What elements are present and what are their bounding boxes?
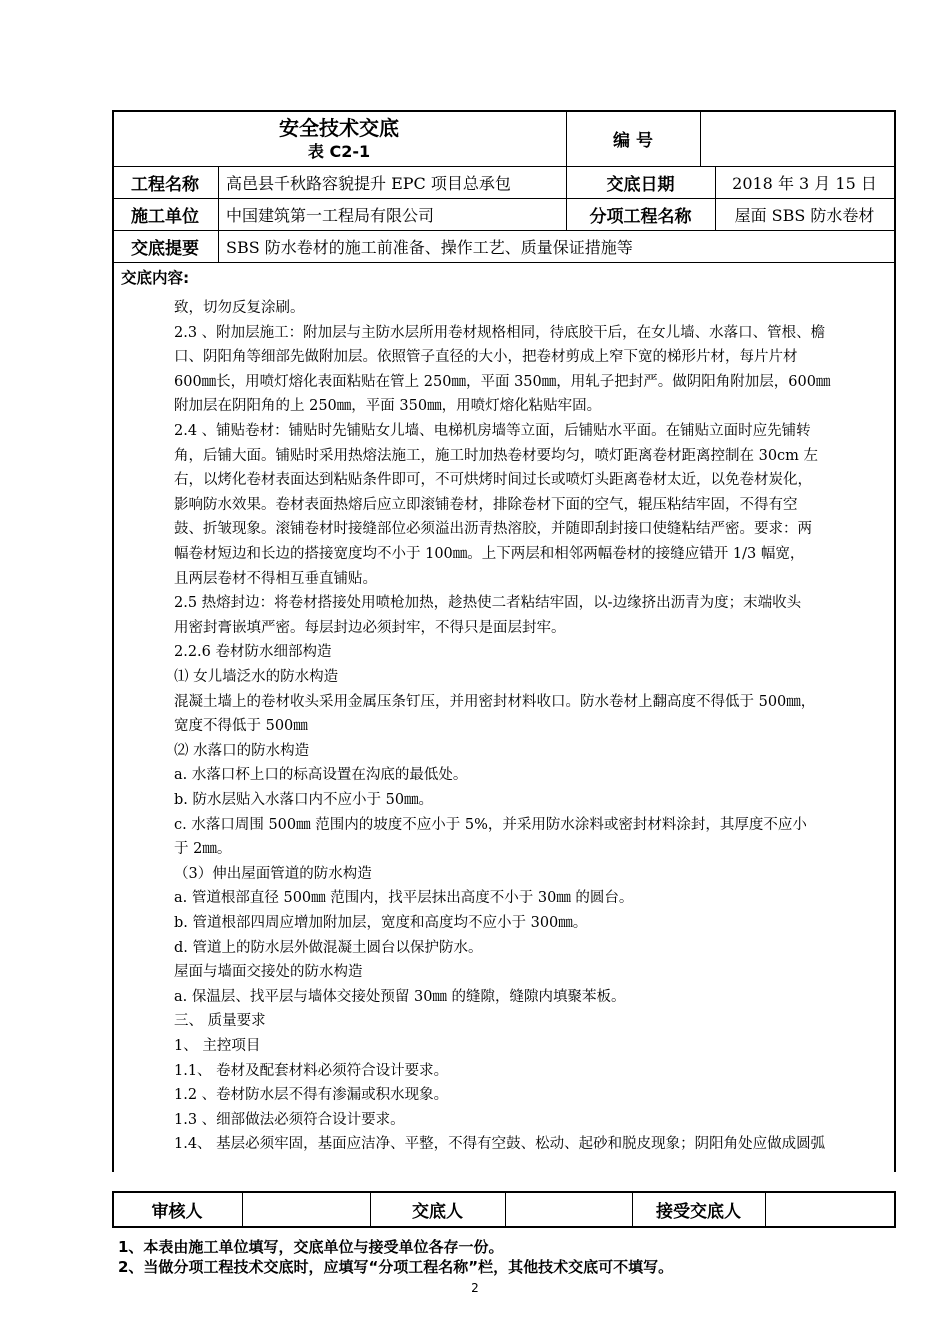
content-line: 用密封膏嵌填严密。每层封边必须封牢，不得只是面层封牢。: [174, 619, 566, 636]
row-divider-4: [112, 262, 896, 263]
content-line: ⑴ 女儿墙泛水的防水构造: [174, 669, 339, 685]
content-line: ⑵ 水落口的防水构造: [174, 742, 310, 759]
content-line: 口、阴阳角等细部先做附加层。依照管子直径的大小，把卷材剪成上窄下宽的梯形片材，每片片材: [174, 349, 798, 366]
sig-right-border: [894, 1191, 896, 1228]
table-left-border: [112, 110, 114, 1172]
summary-label: 交底提要: [131, 238, 199, 259]
number-label: 编 号: [613, 130, 653, 151]
content-line: 右，以烤化卷材表面达到粘贴条件即可，不可烘烤时间过长或喷灯头距离卷材太近，以免卷材炭化，: [174, 472, 812, 489]
project-value: 高邑县千秋路容貌提升 EPC 项目总承包: [226, 173, 511, 193]
content-line: 鼓、折皱现象。滚铺卷材时接缝部位必须溢出沥青热溶胶，并随即刮封接口使缝粘结严密。要求：两: [174, 521, 812, 538]
content-line: 附加层在阴阳角的上 250㎜，平面 350㎜，用喷灯熔化粘贴牢固。: [174, 398, 602, 415]
content-line: 600㎜长，用喷灯熔化表面粘贴在管上 250㎜，平面 350㎜，用轧子把封严。做阴阳角附加层，600㎜: [174, 373, 831, 390]
footnote-2: 2、当做分项工程技术交底时，应填写“分项工程名称”栏，其他技术交底可不填写。: [118, 1258, 674, 1276]
content-line: 幅卷材短边和长边的搭接宽度均不小于 100㎜。上下两层和相邻两幅卷材的接缝应错开 1/3 幅宽，: [174, 546, 805, 562]
content-line: 角，后铺大面。铺贴时采用热熔法施工，施工时加热卷材要均匀，喷灯距离卷材距离控制在 30cm 左: [174, 447, 819, 464]
content-line: d. 管道上的防水层外做混凝土圆台以保护防水。: [174, 939, 483, 956]
content-line: 致，切勿反复涂刷。: [174, 300, 305, 316]
content-line: 且两层卷材不得相互垂直铺贴。: [174, 570, 377, 587]
content-line: （3）伸出屋面管道的防水构造: [174, 865, 372, 882]
contractor-label: 施工单位: [131, 206, 199, 227]
content-line: a. 管道根部直径 500㎜ 范围内，找平层抹出高度不小于 30㎜ 的圆台。: [174, 890, 634, 907]
subproject-label: 分项工程名称: [589, 206, 692, 227]
content-line: b. 防水层贴入水落口内不应小于 50㎜。: [174, 792, 434, 808]
content-line: 于 2㎜。: [174, 841, 232, 858]
content-line: 屋面与墙面交接处的防水构造: [174, 964, 363, 981]
content-line: 1、 主控项目: [174, 1038, 261, 1054]
content-line: a. 水落口杯上口的标高设置在沟底的最低处。: [174, 767, 468, 784]
discloser-label: 交底人: [412, 1201, 463, 1222]
content-line: 三、 质量要求: [174, 1013, 266, 1030]
content-line: 2.3 、附加层施工：附加层与主防水层所用卷材规格相同，待底胶干后，在女儿墙、水落口、管根、檐: [174, 324, 826, 341]
content-line: 影响防水效果。卷材表面热熔后应立即滚铺卷材，排除卷材下面的空气，辊压粘结牢固，不得有空: [174, 496, 798, 513]
content-line: 1.4、 基层必须牢固，基面应洁净、平整，不得有空鼓、松动、起砂和脱皮现象；阴阳角处应做成圆弧: [174, 1136, 826, 1153]
reviewer-label: 审核人: [151, 1201, 203, 1222]
content-line: c. 水落口周围 500㎜ 范围内的坡度不应小于 5%，并采用防水涂料或密封材料涂封，其厚度不应小: [174, 816, 807, 833]
project-label: 工程名称: [131, 174, 199, 195]
sig-col-5: [765, 1191, 766, 1227]
content-line: 2.4 、铺贴卷材：铺贴时先铺贴女儿墙、电梯机房墙等立面，后铺贴水平面。在铺贴立面时应先铺转: [174, 423, 811, 439]
content-line: 混凝土墙上的卷材收头采用金属压条钉压，并用密封材料收口。防水卷材上翻高度不得低于 500㎜，: [174, 693, 816, 710]
footnote-1: 1、本表由施工单位填写，交底单位与接受单位各存一份。: [118, 1238, 504, 1256]
content-line: b. 管道根部四周应增加附加层，宽度和高度均不应小于 300㎜。: [174, 915, 588, 931]
content-line: 1.2 、卷材防水层不得有渗漏或积水现象。: [174, 1087, 449, 1104]
content-line: 1.1、 卷材及配套材料必须符合设计要求。: [174, 1062, 449, 1079]
page-number: 2: [471, 1281, 479, 1295]
receiver-label: 接受交底人: [656, 1201, 741, 1222]
doc-title: 安全技术交底: [279, 115, 399, 140]
content-line: a. 保温层、找平层与墙体交接处预留 30㎜ 的缝隙，缝隙内填聚苯板。: [174, 988, 626, 1005]
content-line: 宽度不得低于 500㎜: [174, 718, 308, 735]
content-line: 2.5 热熔封边：将卷材搭接处用喷枪加热，趁热使二者粘结牢固，以-边缘挤出沥青为度；末端收头: [174, 595, 802, 612]
date-label: 交底日期: [606, 174, 675, 195]
sig-col-1: [242, 1191, 243, 1227]
sig-bottom-border: [112, 1226, 896, 1228]
content-label: 交底内容:: [121, 269, 190, 287]
table-right-border: [894, 110, 896, 1172]
content-line: 1.3 、细部做法必须符合设计要求。: [174, 1111, 405, 1128]
content-line: 2.2.6 卷材防水细部构造: [174, 644, 332, 661]
number-value: [700, 110, 894, 166]
contractor-value: 中国建筑第一工程局有限公司: [226, 205, 435, 225]
form-number: 表 C2-1: [307, 141, 371, 161]
sig-col-3: [505, 1191, 506, 1227]
subproject-value: 屋面 SBS 防水卷材: [734, 205, 875, 225]
date-value: 2018 年 3 月 15 日: [732, 173, 877, 193]
summary-value: SBS 防水卷材的施工前准备、操作工艺、质量保证措施等: [226, 237, 633, 257]
